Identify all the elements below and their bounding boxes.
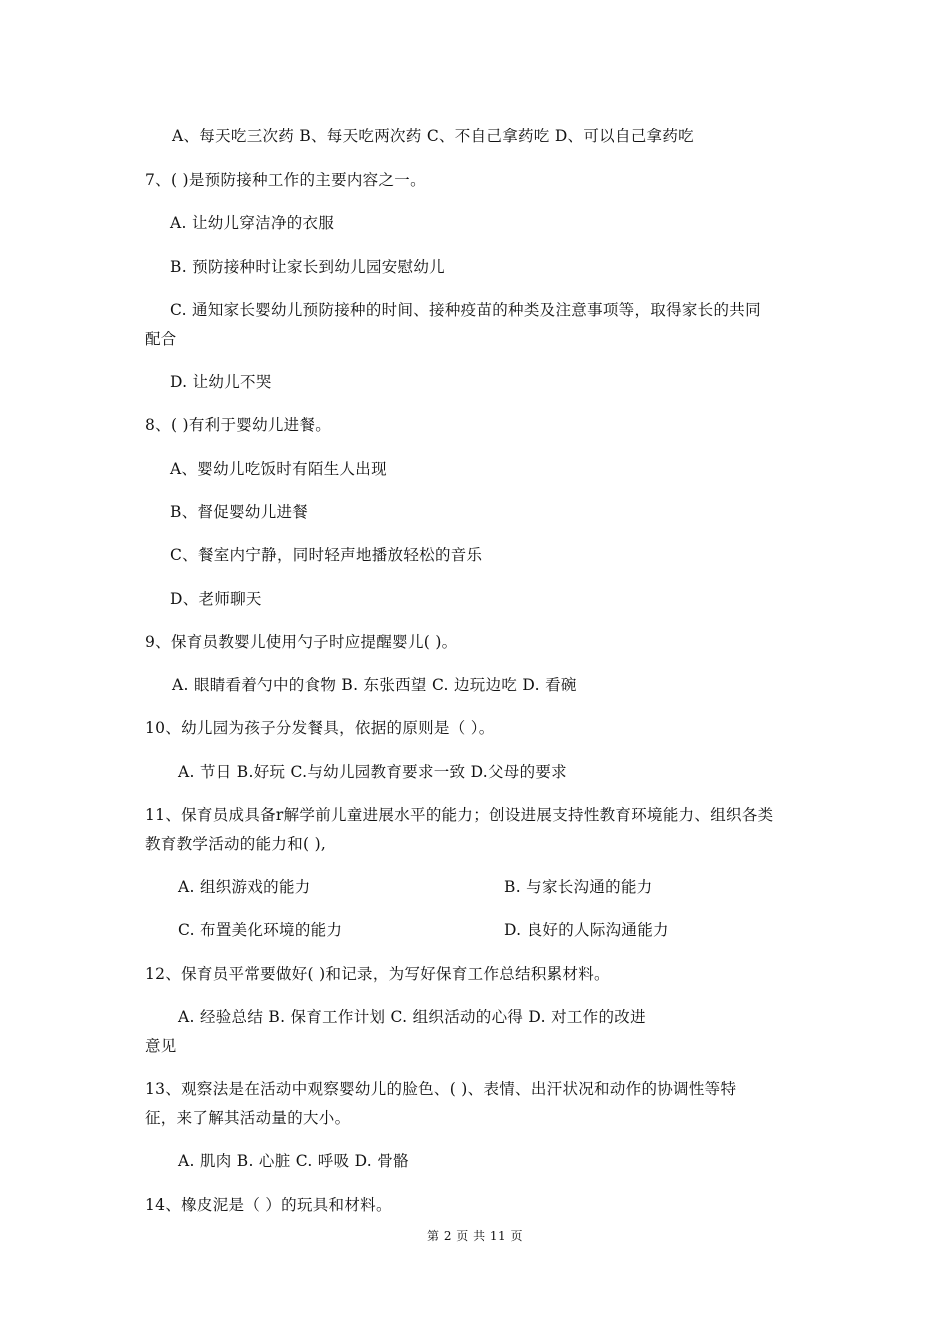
q9-options: A. 眼睛看着勺中的食物 B. 东张西望 C. 边玩边吃 D. 看碗 (172, 676, 577, 694)
q8-option-c: C、餐室内宁静，同时轻声地播放轻松的音乐 (170, 546, 483, 564)
q11-stem: 11、保育员成具备r解学前儿童进展水平的能力；创设进展支持性教育环境能力、组织各类 (145, 806, 774, 824)
q8-option-b: B、督促婴幼儿进餐 (170, 503, 309, 521)
q13-stem-cont: 征，来了解其活动量的大小。 (145, 1109, 351, 1127)
q12-options-cont: 意见 (145, 1037, 177, 1055)
q13-options: A. 肌肉 B. 心脏 C. 呼吸 D. 骨骼 (178, 1152, 409, 1170)
q11-stem-cont: 教育教学活动的能力和( ), (145, 835, 327, 853)
q12-options: A. 经验总结 B. 保育工作计划 C. 组织活动的心得 D. 对工作的改进 (178, 1008, 646, 1026)
q11-option-d: D. 良好的人际沟通能力 (504, 921, 669, 939)
q12-stem: 12、保育员平常要做好( )和记录，为写好保育工作总结积累材料。 (145, 965, 610, 983)
q8-stem: 8、( )有利于婴幼儿进餐。 (145, 416, 332, 434)
q10-stem: 10、幼儿园为孩子分发餐具，依据的原则是（ ）。 (145, 719, 495, 737)
q10-options: A. 节日 B.好玩 C.与幼儿园教育要求一致 D.父母的要求 (178, 763, 567, 781)
q7-option-d: D. 让幼儿不哭 (170, 373, 272, 391)
q11-option-b: B. 与家长沟通的能力 (504, 878, 653, 896)
q7-option-c-cont: 配合 (145, 330, 177, 348)
q7-option-a: A. 让幼儿穿洁净的衣服 (170, 214, 335, 232)
q11-option-a: A. 组织游戏的能力 (178, 878, 311, 896)
q7-option-c: C. 通知家长婴幼儿预防接种的时间、接种疫苗的种类及注意事项等，取得家长的共同 (170, 301, 761, 319)
q6-options: A、每天吃三次药 B、每天吃两次药 C、不自己拿药吃 D、可以自己拿药吃 (172, 127, 694, 145)
q13-stem: 13、观察法是在活动中观察婴幼儿的脸色、( )、表情、出汗状况和动作的协调性等特 (145, 1080, 737, 1098)
q11-option-c: C. 布置美化环境的能力 (178, 921, 343, 939)
q8-option-a: A、婴幼儿吃饭时有陌生人出现 (170, 460, 387, 478)
q8-option-d: D、老师聊天 (170, 590, 262, 608)
page-footer: 第 2 页 共 11 页 (427, 1229, 523, 1243)
q7-option-b: B. 预防接种时让家长到幼儿园安慰幼儿 (170, 258, 445, 276)
q7-stem: 7、( )是预防接种工作的主要内容之一。 (145, 171, 426, 189)
q9-stem: 9、保育员教婴儿使用勺子时应提醒婴儿( )。 (145, 633, 458, 651)
q14-stem: 14、橡皮泥是（ ）的玩具和材料。 (145, 1196, 392, 1214)
